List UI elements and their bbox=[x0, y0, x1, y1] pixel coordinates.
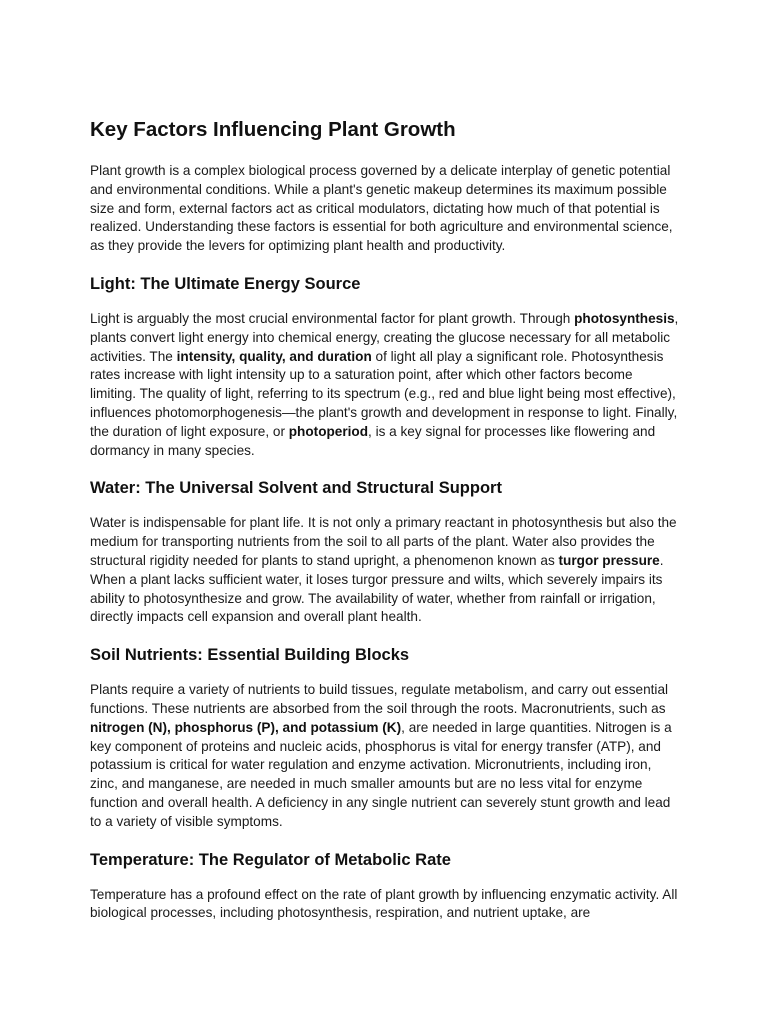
section-heading-temperature: Temperature: The Regulator of Metabolic Rate bbox=[90, 850, 451, 869]
section-paragraph-temperature bbox=[90, 886, 682, 924]
section-heading-water: Water: The Universal Solvent and Structural Support bbox=[90, 479, 502, 498]
text-run: Light is arguably the most crucial environmental factor for plant growth. Through bbox=[90, 310, 575, 326]
text-run: , plants convert light energy into chemical energy, creating the glucose necessary for all metabolic activities. The bbox=[90, 310, 679, 364]
bold-term: nitrogen (N), phosphorus (P), and potassium (K) bbox=[90, 719, 402, 735]
intro-paragraph: Plant growth is a complex biological process governed by a delicate interplay of genetic potential and environmental conditions. While a plant's genetic makeup determines its maximum possible size and form, external factors act as critical modulators, dictating how much of that potential is realized. Understanding these factors is essential for both agriculture and environmental science, as they provide the levers for optimizing plant health and productivity. bbox=[90, 163, 673, 254]
page-title: Key Factors Influencing Plant Growth bbox=[90, 118, 456, 141]
document-page bbox=[90, 116, 682, 940]
section-heading-soil-nutrients: Soil Nutrients: Essential Building Blocks bbox=[90, 646, 410, 665]
bold-term: intensity, quality, and duration bbox=[176, 348, 372, 364]
text-run: of light all play a significant role. Photosynthesis rates increase with light intensity up to a saturation point, after which other factors become limiting. The quality of light, referring to its spectrum (e.g., red and blue light being most effective), influences photomorphogenesis—the plant's growth and development in response to light. Finally, the duration of light exposure, or bbox=[90, 348, 678, 439]
text-run: Temperature has a profound effect on the rate of plant growth by influencing enzymatic activity. All biological processes, including photosynthesis, respiration, and nutrient uptake, are bbox=[90, 886, 678, 921]
bold-term: photosynthesis bbox=[574, 310, 675, 326]
section-paragraph-light bbox=[90, 310, 682, 460]
text-run: , is a key signal for processes like flowering and dormancy in many species. bbox=[90, 423, 656, 458]
section-paragraph-water bbox=[90, 514, 682, 627]
text-run: , are needed in large quantities. Nitrogen is a key component of proteins and nucleic acids, phosphorus is vital for energy transfer (ATP), and potassium is critical for water regulation and enzyme activation. Micronutrients, including iron, zinc, and manganese, are needed in much smaller amounts but are no less vital for enzyme function and overall health. A deficiency in any single nutrient can severely stunt growth and lead to a variety of visible symptoms. bbox=[90, 719, 672, 829]
text-run: Water is indispensable for plant life. It is not only a primary reactant in photosynthesis but also the medium for transporting nutrients from the soil to all parts of the plant. Water also provides the structural rigidity needed for plants to stand upright, a phenomenon known as bbox=[90, 515, 677, 568]
section-paragraph-soil-nutrients bbox=[90, 681, 682, 831]
section-heading-light: Light: The Ultimate Energy Source bbox=[90, 274, 361, 293]
bold-term: photoperiod bbox=[288, 423, 369, 439]
text-run: Plants require a variety of nutrients to build tissues, regulate metabolism, and carry out essential functions. These nutrients are absorbed from the soil through the roots. Macronutrients, such as bbox=[90, 682, 669, 716]
text-run: . When a plant lacks sufficient water, it loses turgor pressure and wilts, which severely impairs its ability to photosynthesize and grow. The availability of water, whether from rainfall or irrigation, directly impacts cell expansion and overall plant health. bbox=[90, 552, 664, 625]
bold-term: turgor pressure bbox=[558, 552, 660, 568]
